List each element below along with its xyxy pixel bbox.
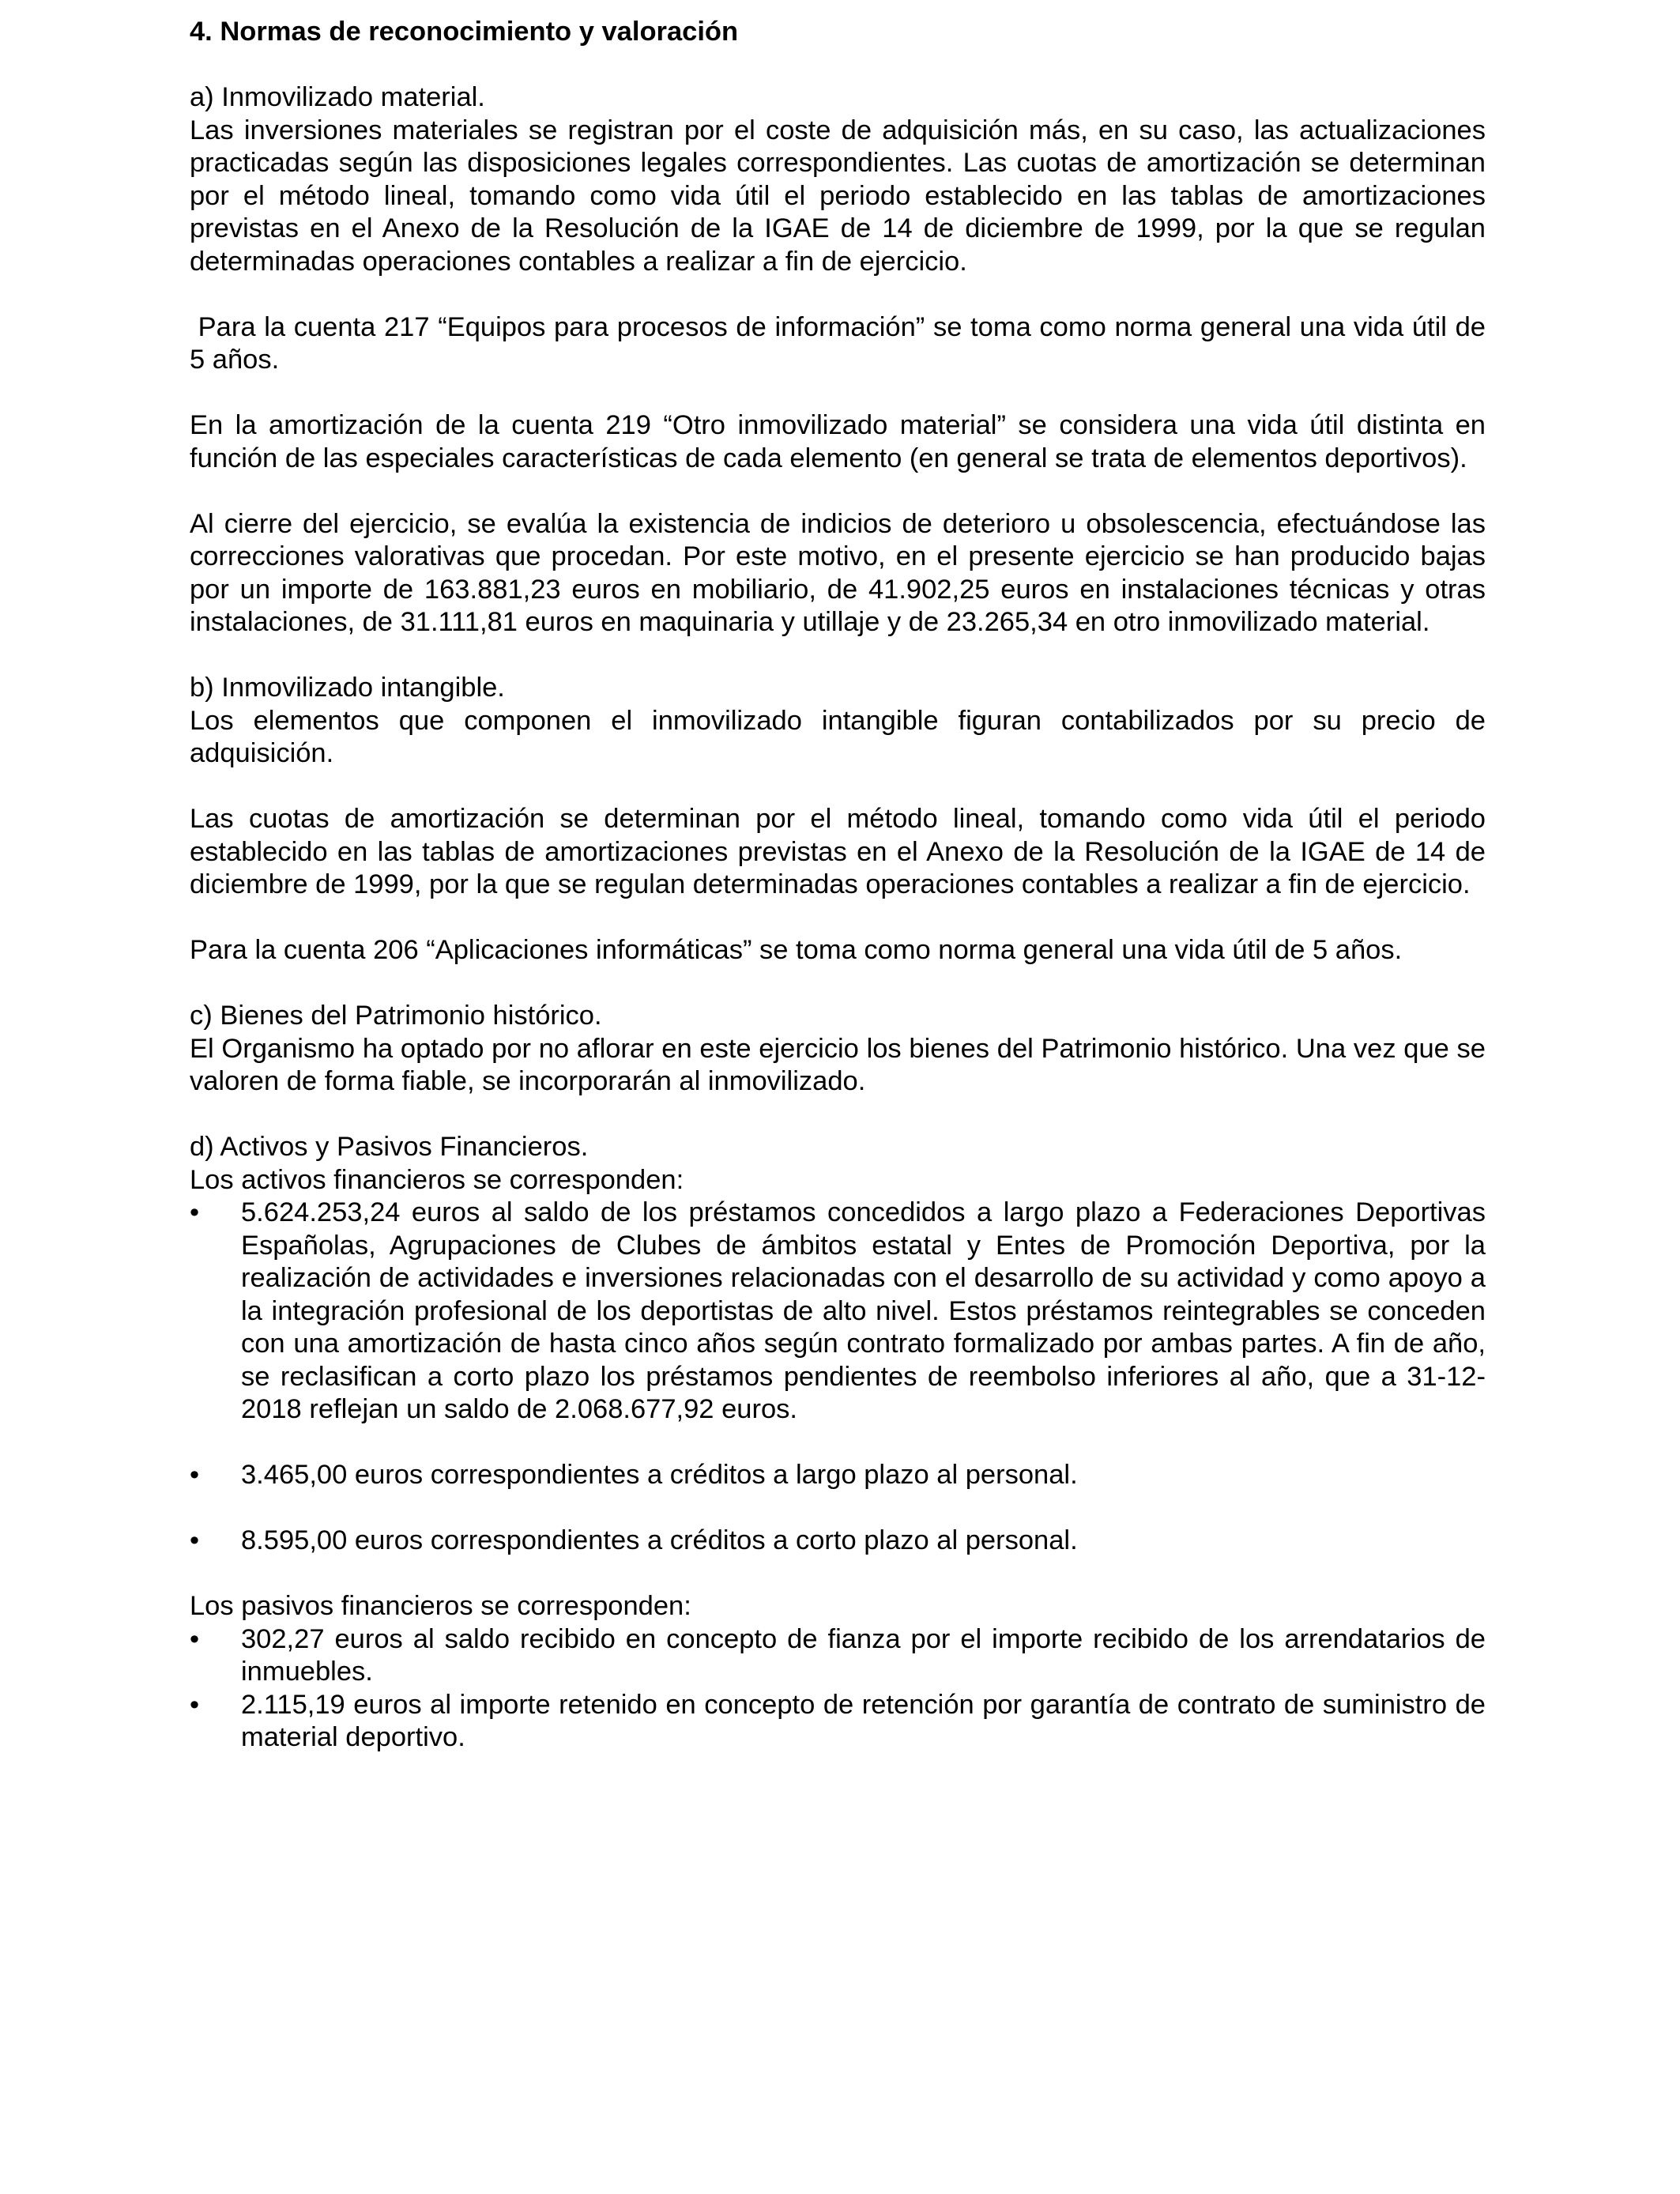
spacer <box>190 278 1486 311</box>
bullet-icon: • <box>190 1689 200 1720</box>
subsection-title-activos-pasivos: d) Activos y Pasivos Financieros. <box>190 1132 589 1162</box>
list-item-text: 3.465,00 euros correspondientes a créditos a largo plazo al personal. <box>241 1460 1078 1490</box>
paragraph: Para la cuenta 217 “Equipos para procesos de información” se toma como norma general una vida útil de 5 años. <box>190 311 1494 375</box>
spacer <box>190 1558 1486 1591</box>
list-intro-activos: Los activos financieros se corresponden: <box>190 1164 684 1195</box>
activos-list <box>190 1197 1486 1427</box>
list-item <box>190 1197 1486 1427</box>
bullet-icon: • <box>190 1460 200 1490</box>
list-item <box>190 1623 1486 1689</box>
list-item-text: 2.115,19 euros al importe retenido en concepto de retención por garantía de contrato de suministro de material deportivo. <box>241 1689 1486 1752</box>
spacer <box>190 771 1486 804</box>
list-item-text: 302,27 euros al saldo recibido en concepto de fianza por el importe recibido de los arrendatarios de inmuebles. <box>241 1623 1486 1687</box>
spacer <box>190 1427 1486 1460</box>
document-page <box>190 16 1494 1755</box>
paragraph: En la amortización de la cuenta 219 “Otro inmovilizado material” se considera una vida útil distinta en función de las especiales características de cada elemento (en general se trata de elementos deportivos). <box>190 410 1486 473</box>
paragraph: El Organismo ha optado por no aflorar en este ejercicio los bienes del Patrimonio histórico. Una vez que se valoren de forma fiable, se incorporarán al inmovilizado. <box>190 1033 1486 1096</box>
section-heading: 4. Normas de reconocimiento y valoración <box>190 17 739 47</box>
spacer <box>190 475 1486 508</box>
paragraph: Las cuotas de amortización se determinan por el método lineal, tomando como vida útil el periodo establecido en las tablas de amortizaciones previstas en el Anexo de la Resolución de la IGAE de 14 de diciembre de 1999, por la que se regulan determinadas operaciones contables a realizar a fin de ejercicio. <box>190 804 1486 899</box>
activos-list-cont <box>190 1459 1486 1492</box>
paragraph: Los elementos que componen el inmovilizado intangible figuran contabilizados por su precio de adquisición. <box>190 705 1486 768</box>
list-item-text: 5.624.253,24 euros al saldo de los préstamos concedidos a largo plazo a Federaciones Deportivas Españolas, Agrupaciones de Clubes de ámbitos estatal y Entes de Promoción Deportiva, por la realización de actividades e inversiones relacionadas con el desarrollo de su actividad y como apoyo a la integración profesional de los deportistas de alto nivel. Estos préstamos reintegrables se conceden con una amortización de hasta cinco años según contrato formalizado por ambas partes. A fin de año, se reclasifican a corto plazo los préstamos pendientes de reembolso inferiores al año, que a 31-12-2018 reflejan un saldo de 2.068.677,92 euros. <box>241 1197 1486 1424</box>
spacer <box>190 1492 1486 1525</box>
spacer <box>190 377 1486 410</box>
spacer <box>190 902 1486 935</box>
list-item-text: 8.595,00 euros correspondientes a créditos a corto plazo al personal. <box>241 1525 1078 1555</box>
list-intro-pasivos: Los pasivos financieros se corresponden: <box>190 1591 691 1621</box>
spacer <box>190 967 1486 1001</box>
spacer <box>190 639 1486 673</box>
activos-list-cont <box>190 1525 1486 1558</box>
paragraph: Para la cuenta 206 “Aplicaciones informáticas” se toma como norma general una vida útil de 5 años. <box>190 935 1403 965</box>
subsection-title-patrimonio-historico: c) Bienes del Patrimonio histórico. <box>190 1001 602 1031</box>
pasivos-list <box>190 1623 1486 1755</box>
bullet-icon: • <box>190 1623 200 1654</box>
bullet-icon: • <box>190 1525 200 1555</box>
paragraph: Las inversiones materiales se registran por el coste de adquisición más, en su caso, las actualizaciones practicadas según las disposiciones legales correspondientes. Las cuotas de amortización se determinan por el método lineal, tomando como vida útil el periodo establecido en las tablas de amortizaciones previstas en el Anexo de la Resolución de la IGAE de 14 de diciembre de 1999, por la que se regulan determinadas operaciones contables a realizar a fin de ejercicio. <box>190 115 1486 277</box>
subsection-title-inmovilizado-material: a) Inmovilizado material. <box>190 82 485 112</box>
bullet-icon: • <box>190 1197 200 1227</box>
list-item <box>190 1459 1486 1492</box>
subsection-title-inmovilizado-intangible: b) Inmovilizado intangible. <box>190 673 505 703</box>
spacer <box>190 49 1486 82</box>
list-item <box>190 1525 1486 1558</box>
list-item <box>190 1689 1486 1755</box>
spacer <box>190 1099 1486 1132</box>
paragraph: Al cierre del ejercicio, se evalúa la existencia de indicios de deterioro u obsolescencia, efectuándose las correcciones valorativas que procedan. Por este motivo, en el presente ejercicio se han producido bajas por un importe de 163.881,23 euros en mobiliario, de 41.902,25 euros en instalaciones técnicas y otras instalaciones, de 31.111,81 euros en maquinaria y utillaje y de 23.265,34 en otro inmovilizado material. <box>190 508 1486 637</box>
